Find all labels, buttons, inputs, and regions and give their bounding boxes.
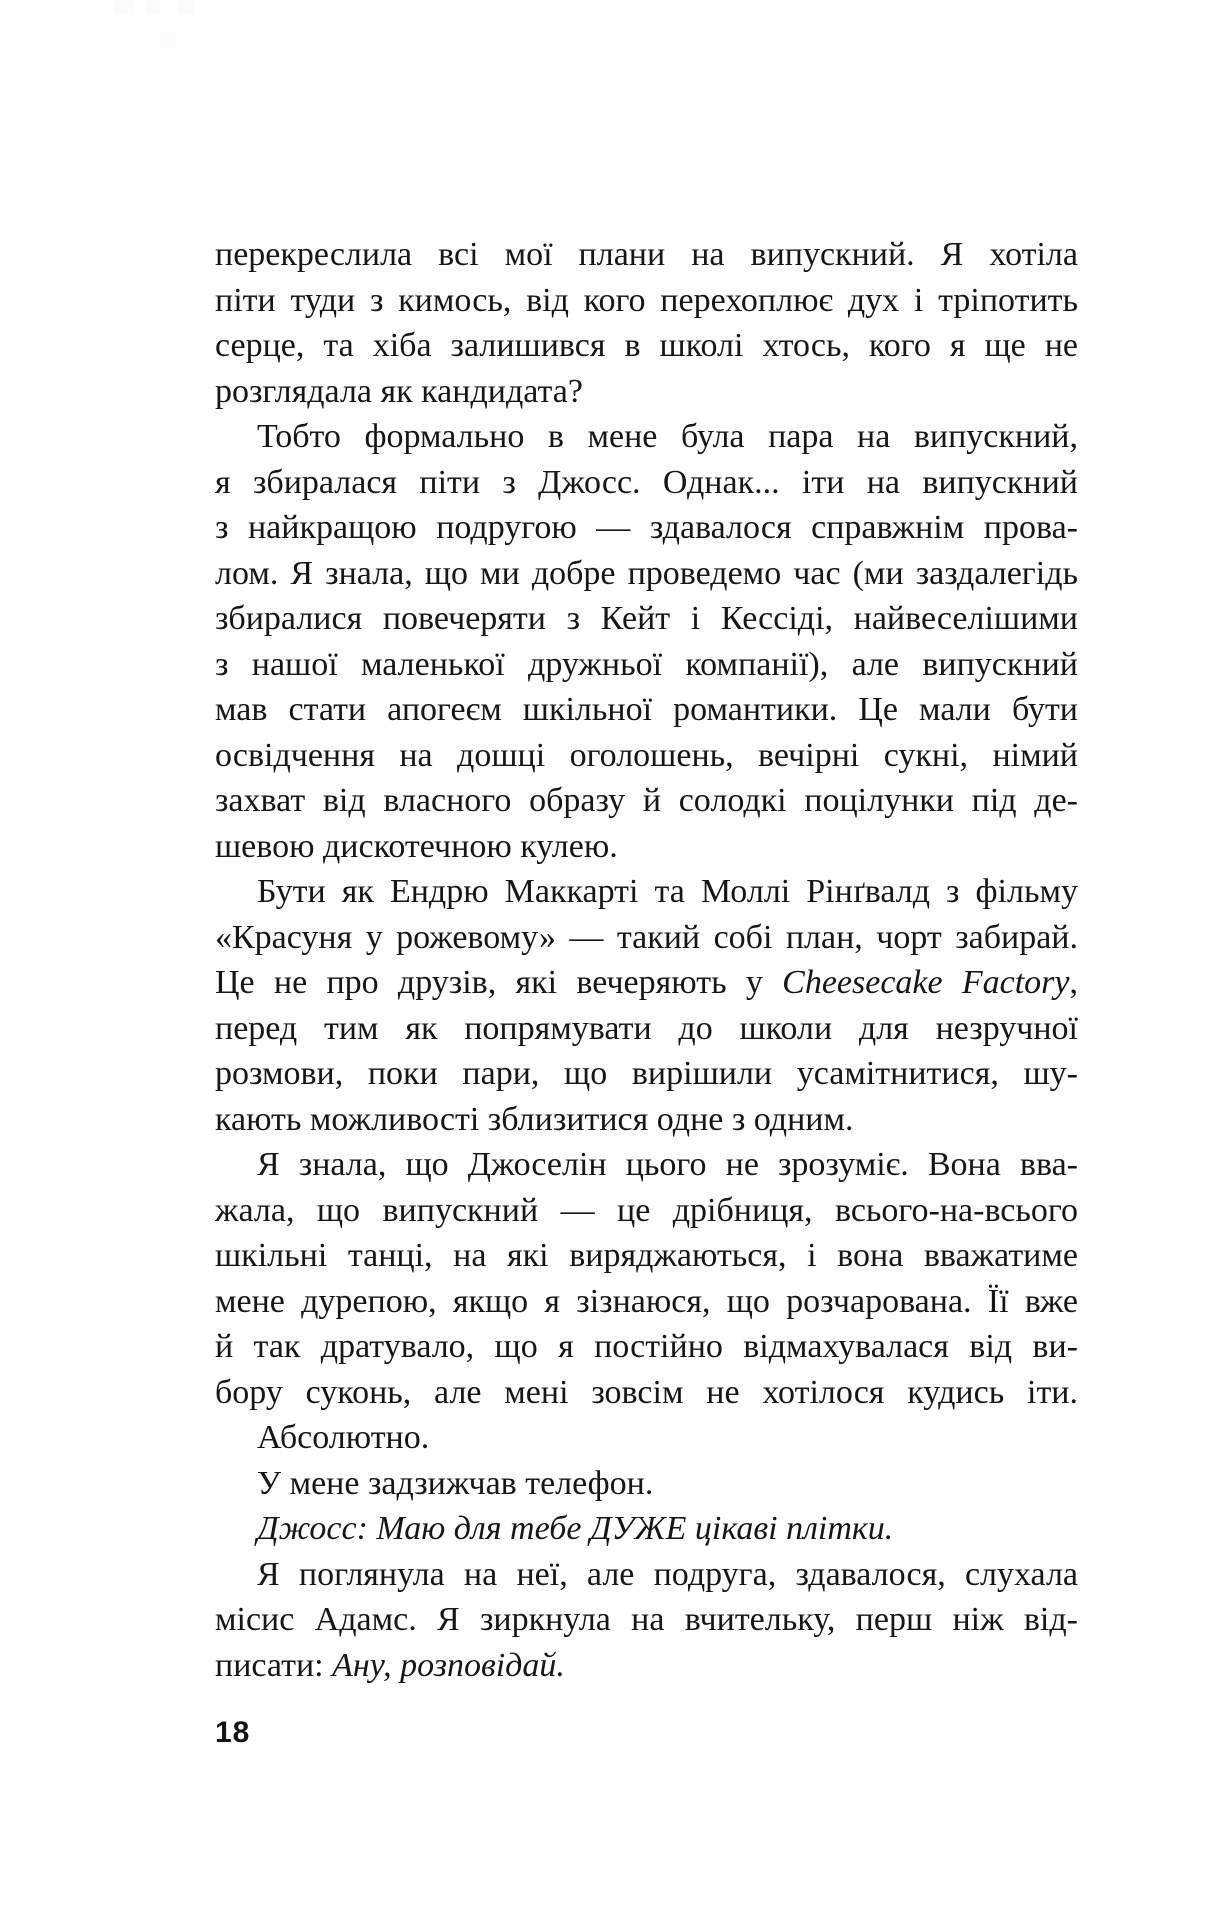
text-line [215,1506,1078,1552]
italic-text-segment: Джосс: Маю для тебе ДУЖЕ цікаві плітки. [257,1510,894,1547]
text-line [215,733,1078,779]
text-segment: збиралися повечеряти з Кейт і Кессіді, найвеселішими [215,600,1078,637]
text-segment: Бути як Ендрю Маккарті та Моллі Рінґвалд з фільму [257,873,1078,910]
text-line [215,460,1078,506]
text-segment: перекреслила всі мої плани на випускний. Я хотіла [215,236,1078,273]
text-segment: серце, та хіба залишився в школі хтось, кого я ще не [215,327,1078,364]
text-segment: шевою дискотечною кулею. [215,827,618,865]
text-line [215,1597,1078,1643]
text-line [215,232,1078,278]
text-line [215,1415,1078,1461]
text-segment: писати: [215,1646,333,1684]
text-line [215,915,1078,961]
text-segment: шкільні танці, на які виряджаються, і вона вважатиме [215,1237,1078,1274]
text-segment: з найкращою подругою — здавалося справжнім прова- [215,509,1078,546]
text-segment: , [1069,964,1078,1001]
text-segment: бору суконь, але мені зовсім не хотілося кудись іти. [215,1373,1078,1411]
text-segment: кають можливості зблизитися одне з одним. [215,1100,854,1138]
text-line [215,505,1078,551]
italic-text-segment: Cheesecake Factory [782,964,1070,1001]
text-line [215,869,1078,915]
italic-text-segment: Ану, розповідай. [332,1646,565,1684]
text-segment: Це не про друзів, які вечеряють у [215,964,783,1001]
text-line [215,1370,1078,1416]
text-segment: Я знала, що Джоселін цього не зрозуміє. Вона вва- [257,1146,1078,1183]
text-segment: й так дратувало, що я постійно відмахувалася від ви- [215,1328,1078,1365]
text-line [215,1552,1078,1598]
text-segment: розмови, поки пари, що вирішили усамітнитися, шу- [215,1055,1078,1092]
scan-artifact [113,0,133,15]
text-segment: Я поглянула на неї, але подруга, здавалося, слухала [257,1555,1078,1593]
text-line [215,1643,1078,1689]
text-segment: піти туди з кимось, від кого перехоплює дух і тріпотить [215,281,1078,319]
text-line [215,1324,1078,1370]
scan-artifact [145,0,160,15]
text-line [215,1006,1078,1052]
text-segment: «Красуня у рожевому» — такий собі план, чорт забирай. [215,918,1078,956]
text-line [215,642,1078,688]
text-segment: лом. Я знала, що ми добре проведемо час (ми заздалегідь [215,554,1078,592]
text-segment: перед тим як попрямувати до школи для незручної [215,1009,1078,1047]
text-line [215,1461,1078,1507]
text-line [215,1097,1078,1143]
scan-artifact [160,32,176,48]
text-segment: мене дурепою, якщо я зізнаюся, що розчарована. Її вже [215,1282,1078,1320]
text-line [215,596,1078,642]
text-line [215,824,1078,870]
text-line [215,778,1078,824]
text-segment: захват від власного образу й солодкі поцілунки під де- [215,782,1078,819]
text-segment: місис Адамс. Я зиркнула на вчительку, перш ніж від- [215,1601,1078,1638]
text-segment: Абсолютно. [257,1419,430,1456]
text-segment: Тобто формально в мене була пара на випускний, [257,418,1078,455]
text-segment: я збиралася піти з Джосс. Однак... іти на випускний [215,463,1078,501]
text-line [215,1279,1078,1325]
scan-artifact [177,0,193,15]
text-segment: жала, що випускний — це дрібниця, всього-на-всього [215,1191,1078,1229]
text-line [215,323,1078,369]
text-line [215,414,1078,460]
text-segment: розглядала як кандидата? [215,372,583,410]
text-segment: освідчення на дошці оголошень, вечірні сукні, німий [215,736,1078,774]
text-line [215,960,1078,1006]
text-line [215,278,1078,324]
text-line [215,369,1078,415]
text-line [215,1233,1078,1279]
text-line [215,1051,1078,1097]
text-line [215,1188,1078,1234]
text-segment: мав стати апогеєм шкільної романтики. Це мали бути [215,691,1078,728]
text-line [215,687,1078,733]
text-segment: У мене задзижчав телефон. [257,1464,654,1502]
text-segment: з нашої маленької дружньої компанії), але випускний [215,645,1078,683]
page-text [215,232,1078,1688]
page-number: 18 [215,1716,251,1749]
text-line [215,1142,1078,1188]
text-line [215,551,1078,597]
